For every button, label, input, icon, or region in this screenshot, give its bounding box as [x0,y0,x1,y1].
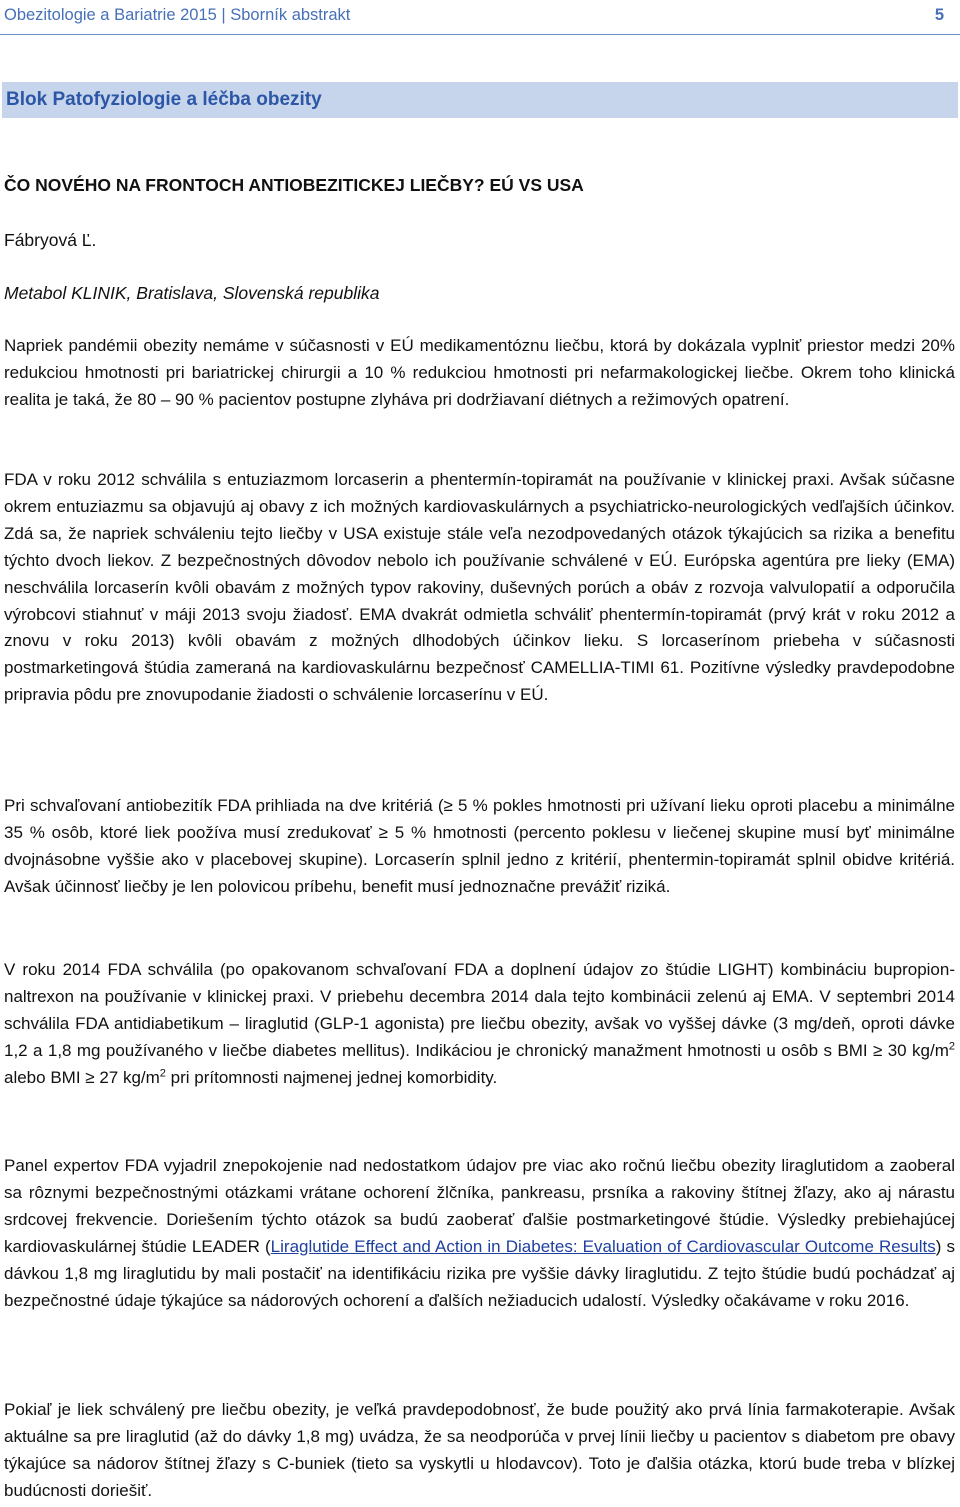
paragraph-4 [4,957,955,1092]
section-banner [2,82,958,118]
superscript-squared: 2 [159,1066,166,1079]
superscript-squared: 2 [948,1040,955,1053]
article-title: ČO NOVÉHO NA FRONTOCH ANTIOBEZITICKEJ LIEČBY? EÚ VS USA [4,175,584,195]
paragraph-2: FDA v roku 2012 schválila s entuziazmom lorcaserin a phentermín-topiramát na používanie v klinickej praxi. Avšak súčasne okrem entuziazmu sa objavujú aj obavy z ich možných kardiovaskulárnych a psychiatricko-neurologických vedľajších účinkov. Zdá sa, že napriek schváleniu tejto liečby v USA existuje stále veľa nezodpovedaných otázok týkajúcich sa rizika a benefitu týchto dvoch liekov. Z bezpečnostných dôvodov nebolo ich používanie schválené v EÚ. Európska agentúra pre lieky (EMA) neschválila lorcaserín kvôli obavám z možných typov rakoviny, duševných porúch a obáv z rozvoja valvulopatií a odporučila výrobcovi stiahnuť v máji 2013 svoju žiadosť. EMA dvakrát odmietla schváliť phentermín-topiramát (prvý krát v roku 2012 a znovu v roku 2013) kvôli obavám z možných dlhodobých účinkov lieku. S lorcaserínom priebeha v súčasnosti postmarketingová štúdia zameraná na kardiovaskulárnu bezpečnosť CAMELLIA-TIMI 61. Pozitívne výsledky pravdepodobne pripravia pôdu pre znovupodanie žiadosti o schválenie lorcaserínu v EÚ. [4,470,955,705]
paragraph-4-text-a: V roku 2014 FDA schválila (po opakovanom schvaľovaní FDA a doplnení údajov zo štúdie LIGHT) kombináciu bupropion-naltrexon na používanie v klinickej praxi. V priebehu decembra 2014 dala tejto kombinácii zelenú aj EMA. V septembri 2014 schválila FDA antidiabetikum – liraglutid (GLP-1 agonista) pre liečbu obezity, avšak vo vyššej dávke (3 mg/deň, oproti dávke 1,2 a 1,8 mg používaného v liečbe diabetes mellitus). Indikáciou je chronický manažment hmotnosti u osôb s BMI ≥ 30 kg/m [4,960,955,1060]
journal-title: Obezitologie a Bariatrie 2015 | Sborník abstrakt [4,6,351,24]
paragraph-5 [4,1153,955,1314]
page-number: 5 [934,6,944,24]
paragraph-6: Pokiaľ je liek schválený pre liečbu obezity, je veľká pravdepodobnosť, že bude použitý ako prvá línia farmakoterapie. Avšak aktuálne sa pre liraglutid (až do dávky 1,8 mg) uvádza, že sa neodporúča v prvej línii liečby u pacientov s diabetom pre obavy týkajúce sa nádorov štítnej žľazy s C-buniek (tieto sa vyskytli u hlodavcov). Toto je ďalšia otázka, ktorú bude treba v blízkej budúcnosti doriešiť. [4,1400,955,1500]
paragraph-5-text-b: ) s dávkou 1,8 mg liraglutidu by mali postačiť na identifikáciu rizika pre vyššie dávky liraglutidu. Z tejto štúdie budú pochádzať aj bezpečnostné údaje týkajúce sa nádorových ochorení a ďalších nežiaducich udalostí. Výsledky očakávame v roku 2016. [4,1236,955,1310]
article-affiliation: Metabol KLINIK, Bratislava, Slovenská republika [4,283,380,303]
paragraph-3: Pri schvaľovaní antiobezitík FDA prihliada na dve kritériá (≥ 5 % pokles hmotnosti pri užívaní lieku oproti placebu a minimálne 35 % osôb, ktoré liek poožíva musí zredukovať ≥ 5 % hmotnosti (percento poklesu v liečenej skupine musí byť minimálne dvojnásobne vyššie ako v placebovej skupine). Lorcaserín splnil jedno z kritérií, phentermin-topiramát splnil obidve kritériá. Avšak účinnosť liečby je len polovicou príbehu, benefit musí jednoznačne prevážiť riziká. [4,796,955,896]
paragraph-5-text-a: Panel expertov FDA vyjadril znepokojenie nad nedostatkom údajov pre viac ako ročnú liečbu obezity liraglutidom a zaoberal sa rôznymi bezpečnostnými otázkami vrátane ochorení žlčníka, pankreasu, prsníka a rakoviny štítnej žľazy, ako aj nárastu srdcovej frekvencie. Doriešením týchto otázok sa budú zaoberať ďalšie postmarketingové štúdie. Výsledky prebiehajúcej kardiovaskulárnej štúdie LEADER ( [4,1156,955,1256]
paragraph-4-text-b: alebo BMI ≥ 27 kg/m [4,1067,160,1087]
leader-study-link[interactable]: Liraglutide Effect and Action in Diabetes: Evaluation of Cardiovascular Outcome Results [270,1236,936,1256]
paragraph-4-text-c: pri prítomnosti najmenej jednej komorbidity. [165,1067,498,1087]
section-title: Blok Patofyziologie a léčba obezity [6,89,322,110]
running-header [0,0,960,35]
paragraph-1: Napriek pandémii obezity nemáme v súčasnosti v EÚ medikamentóznu liečbu, ktorá by dokázala vyplniť priestor medzi 20% redukciou hmotnosti pri bariatrickej chirurgii a 10 % redukciou hmotnosti pri nefarmakologickej liečbe. Okrem toho klinická realita je taká, že 80 – 90 % pacientov postupne zlyháva pri dodržiavaní diétnych a režimových opatrení. [4,336,955,409]
article-authors: Fábryová Ľ. [4,230,97,250]
